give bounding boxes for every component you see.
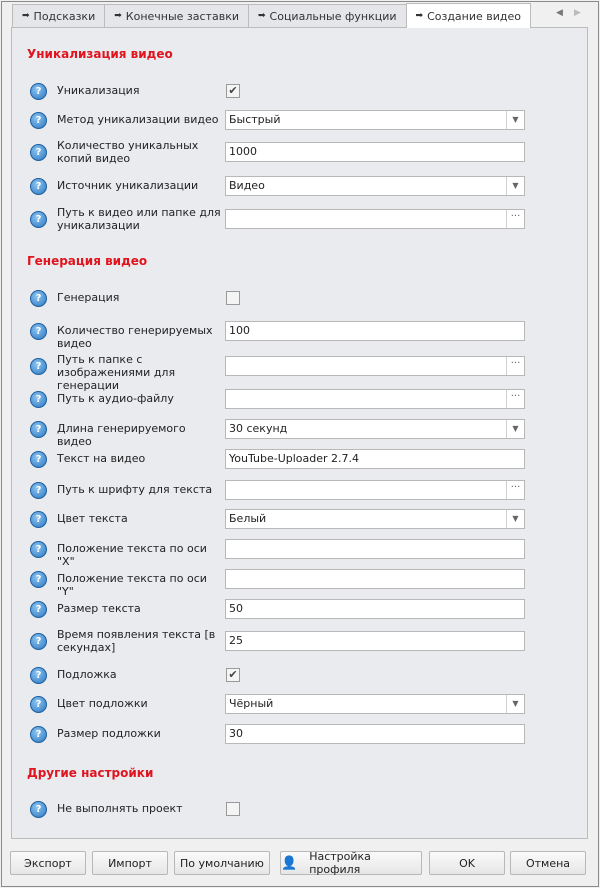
import-button[interactable] (92, 851, 168, 875)
chevron-down-icon[interactable]: ▼ (506, 177, 524, 195)
setting-row (12, 204, 587, 234)
setting-row (12, 171, 587, 201)
setting-label: Количество генерируемых видео (57, 324, 213, 350)
setting-input[interactable] (225, 142, 525, 162)
arrow-icon: ➡ (415, 11, 424, 21)
setting-checkbox[interactable] (226, 291, 240, 305)
setting-label: Цвет текста (57, 512, 128, 525)
setting-row (12, 689, 587, 719)
setting-select[interactable] (225, 694, 525, 714)
button-label: По умолчанию (180, 856, 264, 870)
help-icon[interactable]: ? (30, 358, 47, 375)
setting-input[interactable] (225, 209, 525, 229)
setting-row (12, 76, 587, 106)
setting-input[interactable] (225, 539, 525, 559)
browse-button[interactable]: ··· (506, 481, 524, 499)
setting-row (12, 504, 587, 534)
setting-row (12, 534, 587, 568)
setting-label: Размер подложки (57, 727, 161, 740)
setting-label: Путь к видео или папке для уникализации (57, 206, 221, 232)
field-value: Видео (229, 179, 265, 192)
section-title: Уникализация видео (27, 47, 173, 61)
setting-input[interactable] (225, 724, 525, 744)
tab-label: Создание видео (427, 9, 522, 23)
setting-input[interactable] (225, 356, 525, 376)
button-label: Отмена (525, 856, 571, 870)
setting-row (12, 414, 587, 448)
setting-label: Метод уникализации видео (57, 113, 219, 126)
setting-row (12, 316, 587, 350)
ok-button[interactable] (429, 851, 505, 875)
button-label: Экспорт (24, 856, 72, 870)
setting-row (12, 626, 587, 656)
setting-label: Путь к шрифту для текста (57, 483, 213, 496)
setting-label: Путь к аудио-файлу (57, 392, 174, 405)
cancel-button[interactable] (510, 851, 586, 875)
help-icon[interactable]: ? (30, 178, 47, 195)
setting-row (12, 475, 587, 505)
setting-label: Время появления текста [в секундах] (57, 628, 216, 654)
setting-label: Длина генерируемого видео (57, 422, 186, 448)
field-value: 100 (229, 324, 250, 337)
browse-button[interactable]: ··· (506, 390, 524, 408)
setting-row (12, 564, 587, 598)
field-value: Чёрный (229, 697, 274, 710)
help-icon[interactable]: ? (30, 112, 47, 129)
chevron-down-icon[interactable]: ▼ (506, 420, 524, 438)
tab-social[interactable] (248, 4, 407, 27)
arrow-icon: ➡ (114, 11, 122, 21)
help-icon[interactable]: ? (30, 144, 47, 161)
setting-row (12, 719, 587, 749)
export-button[interactable] (10, 851, 86, 875)
setting-row (12, 351, 587, 392)
setting-checkbox[interactable] (226, 802, 240, 816)
setting-input[interactable] (225, 449, 525, 469)
help-icon[interactable]: ? (30, 601, 47, 618)
tab-scroll-right-icon[interactable]: ▶ (574, 8, 581, 18)
setting-label: Уникализация (57, 84, 140, 97)
tab-label: Подсказки (33, 9, 96, 23)
section-title: Генерация видео (27, 254, 148, 268)
help-icon[interactable]: ? (30, 391, 47, 408)
help-icon[interactable]: ? (30, 451, 47, 468)
help-icon[interactable]: ? (30, 211, 47, 228)
button-label: Настройка профиля (309, 850, 371, 876)
setting-label: Размер текста (57, 602, 141, 615)
setting-select[interactable] (225, 509, 525, 529)
chevron-down-icon[interactable]: ▼ (506, 695, 524, 713)
field-value: Быстрый (229, 113, 281, 126)
setting-label: Текст на видео (57, 452, 146, 465)
setting-label: Количество уникальных копий видео (57, 139, 199, 165)
help-icon[interactable]: ? (30, 633, 47, 650)
setting-input[interactable] (225, 599, 525, 619)
setting-label: Путь к папке с изображениями для генерации (57, 353, 176, 392)
user-icon: 👤 (281, 855, 298, 871)
setting-row (12, 137, 587, 167)
setting-row (12, 444, 587, 474)
setting-row (12, 105, 587, 135)
help-icon[interactable]: ? (30, 801, 47, 818)
help-icon[interactable]: ? (30, 541, 47, 558)
field-value: 50 (229, 602, 243, 615)
tab-bar (12, 4, 530, 27)
setting-input[interactable] (225, 389, 525, 409)
setting-select[interactable] (225, 419, 525, 439)
button-label: Импорт (108, 856, 152, 870)
browse-button[interactable]: ··· (506, 357, 524, 375)
button-label: OK (459, 856, 475, 870)
setting-row (12, 384, 587, 414)
tab-hints[interactable] (12, 4, 105, 27)
setting-label: Цвет подложки (57, 697, 148, 710)
help-icon[interactable]: ? (30, 667, 47, 684)
field-value: YouTube-Uploader 2.7.4 (229, 452, 360, 465)
setting-select[interactable] (225, 176, 525, 196)
chevron-down-icon[interactable]: ▼ (506, 111, 524, 129)
help-icon[interactable]: ? (30, 290, 47, 307)
field-value: 30 (229, 727, 243, 740)
help-icon[interactable]: ? (30, 323, 47, 340)
setting-label: Генерация (57, 291, 120, 304)
setting-row (12, 794, 587, 824)
tab-end-screens[interactable] (104, 4, 249, 27)
setting-label: Не выполнять проект (57, 802, 183, 815)
setting-select[interactable] (225, 110, 525, 130)
field-value: 25 (229, 634, 243, 647)
setting-input[interactable] (225, 569, 525, 589)
tab-label: Конечные заставки (125, 9, 239, 23)
help-icon[interactable]: ? (30, 482, 47, 499)
setting-input[interactable] (225, 480, 525, 500)
help-icon[interactable]: ? (30, 83, 47, 100)
chevron-down-icon[interactable]: ▼ (506, 510, 524, 528)
tab-create-video[interactable] (406, 3, 532, 28)
setting-label: Положение текста по оси "X" (57, 542, 207, 568)
setting-checkbox[interactable]: ✔ (226, 84, 240, 98)
settings-panel (11, 27, 588, 839)
setting-input[interactable] (225, 321, 525, 341)
setting-input[interactable] (225, 631, 525, 651)
help-icon[interactable]: ? (30, 511, 47, 528)
arrow-icon: ➡ (22, 11, 30, 21)
setting-row (12, 283, 587, 313)
help-icon[interactable]: ? (30, 571, 47, 588)
setting-row (12, 660, 587, 690)
default-button[interactable] (174, 851, 270, 875)
field-value: 30 секунд (229, 422, 288, 435)
help-icon[interactable]: ? (30, 696, 47, 713)
setting-checkbox[interactable]: ✔ (226, 668, 240, 682)
arrow-icon: ➡ (257, 11, 266, 21)
field-value: 1000 (229, 145, 257, 158)
setting-label: Источник уникализации (57, 179, 199, 192)
profile-settings-button[interactable] (280, 851, 422, 875)
help-icon[interactable]: ? (30, 421, 47, 438)
help-icon[interactable]: ? (30, 726, 47, 743)
setting-label: Подложка (57, 668, 117, 681)
tab-scroll-left-icon[interactable]: ◀ (556, 8, 563, 18)
field-value: Белый (229, 512, 267, 525)
setting-label: Положение текста по оси "Y" (57, 572, 207, 598)
browse-button[interactable]: ··· (506, 210, 524, 228)
setting-row (12, 594, 587, 624)
section-title: Другие настройки (27, 766, 154, 780)
tab-label: Социальные функции (269, 9, 397, 23)
